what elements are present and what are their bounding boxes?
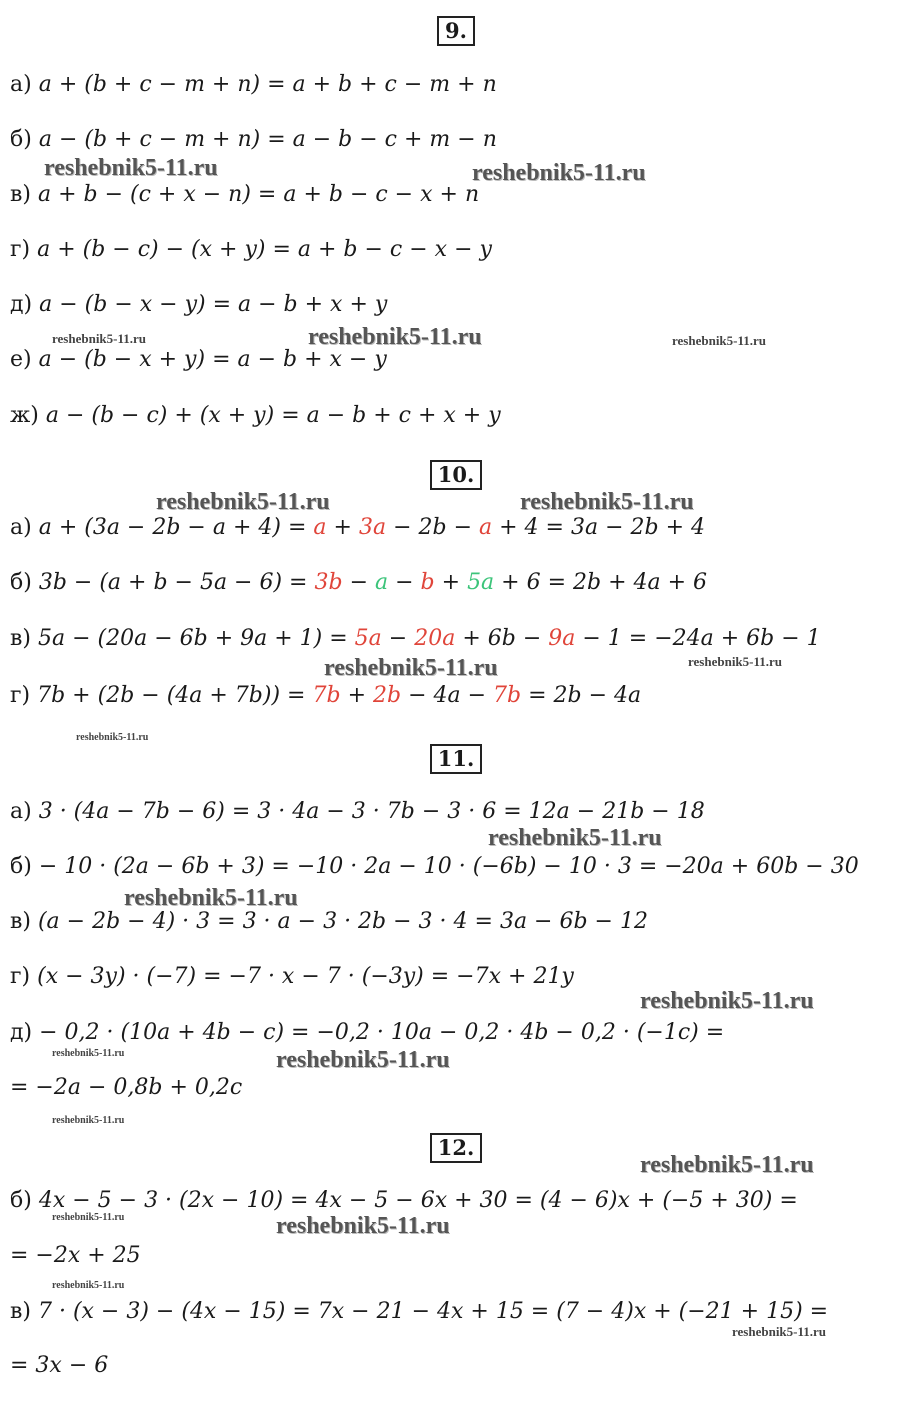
equation-line	[10, 1020, 724, 1045]
watermark: reshebnik5-11.ru	[52, 1280, 125, 1291]
equation	[39, 854, 859, 879]
highlighted-term: 7b	[493, 683, 522, 708]
item-label: в)	[10, 182, 38, 207]
item-label: е)	[10, 347, 39, 372]
item-label: а)	[10, 72, 39, 97]
highlighted-term: a	[375, 570, 389, 595]
equation-text: a + (b + c − m + n) = a + b + c − m + n	[38, 72, 497, 97]
equation-text: − 4a −	[401, 683, 494, 708]
equation-text: = −2x + 25	[10, 1243, 141, 1268]
watermark: reshebnik5-11.ru	[672, 333, 767, 348]
equation-text: a − (b − x − y) = a − b + x + y	[39, 292, 388, 317]
watermark: reshebnik5-11.ru	[488, 825, 662, 851]
equation-line	[10, 626, 821, 651]
equation-text: − 10 · (2a − 6b + 3) = −10 · 2a − 10 · (−6b) − 10 · 3 = −20a + 60b − 30	[38, 854, 859, 879]
item-label: г)	[10, 964, 38, 989]
watermark: reshebnik5-11.ru	[688, 654, 783, 669]
equation-text: 7 · (x − 3) − (4x − 15) = 7x − 21 − 4x + 15 = (7 − 4)x + (−21 + 15) =	[37, 1299, 829, 1324]
equation	[39, 1188, 798, 1213]
equation-line	[10, 182, 479, 207]
equation	[39, 72, 497, 97]
watermark: reshebnik5-11.ru	[324, 655, 498, 681]
equation-line	[10, 292, 387, 317]
equation-line	[10, 403, 501, 428]
equation	[39, 292, 387, 317]
equation	[46, 403, 501, 428]
equation-text: − 0,2 · (10a + 4b − c) = −0,2 · 10a − 0,2 · 4b − 0,2 · (−1c) =	[39, 1020, 725, 1045]
highlighted-term: 20a	[414, 626, 456, 651]
item-label: а)	[10, 515, 39, 540]
watermark: reshebnik5-11.ru	[732, 1324, 827, 1339]
equation-text: 5a − (20a − 6b + 9a + 1) =	[37, 626, 355, 651]
highlighted-term: 3a	[358, 515, 387, 540]
equation-text: −	[342, 570, 375, 595]
item-label: а)	[10, 799, 39, 824]
equation-text: 7b + (2b − (4a + 7b)) =	[37, 683, 313, 708]
equation-line	[10, 127, 497, 152]
item-label: в)	[10, 1299, 38, 1324]
equation-line	[10, 1188, 798, 1213]
watermark: reshebnik5-11.ru	[52, 1115, 125, 1126]
equation	[38, 182, 479, 207]
highlighted-term: 7b	[312, 683, 341, 708]
equation-text: −	[388, 570, 421, 595]
item-label: в)	[10, 909, 38, 934]
equation-text: a + (3a − 2b − a + 4) =	[38, 515, 314, 540]
watermark: reshebnik5-11.ru	[44, 155, 218, 181]
section-9-header: 9.	[0, 16, 912, 46]
item-label: ж)	[10, 403, 46, 428]
item-label: б)	[10, 127, 39, 152]
watermark: reshebnik5-11.ru	[76, 732, 149, 743]
item-label: г)	[10, 683, 38, 708]
item-label: б)	[10, 1188, 39, 1213]
equation-text: a − (b + c − m + n) = a − b − c + m − n	[38, 127, 497, 152]
equation-text: (a − 2b − 4) · 3 = 3 · a − 3 · 2b − 3 · 4 = 3a − 6b − 12	[37, 909, 648, 934]
equation	[38, 909, 648, 934]
equation-line	[10, 570, 707, 595]
equation-line	[10, 909, 648, 934]
equation	[10, 1243, 141, 1268]
equation-text: + 4 = 3a − 2b + 4	[492, 515, 705, 540]
watermark: reshebnik5-11.ru	[52, 1212, 125, 1223]
highlighted-term: 5a	[467, 570, 495, 595]
highlighted-term: b	[420, 570, 435, 595]
equation-text: + 6b −	[455, 626, 549, 651]
item-label: д)	[10, 1020, 40, 1045]
highlighted-term: 5a	[354, 626, 382, 651]
highlighted-term: a	[479, 515, 493, 540]
equation-text: −	[381, 626, 415, 651]
equation	[39, 515, 705, 540]
equation-line	[10, 1243, 141, 1268]
equation-line	[10, 1299, 828, 1324]
watermark: reshebnik5-11.ru	[124, 885, 298, 911]
watermark: reshebnik5-11.ru	[52, 331, 147, 346]
equation	[39, 127, 497, 152]
equation	[10, 1075, 242, 1100]
item-label: г)	[10, 237, 38, 262]
equation	[37, 964, 574, 989]
section-10-header: 10.	[0, 460, 912, 490]
equation-line	[10, 515, 705, 540]
equation-line	[10, 964, 574, 989]
equation-text: + 6 = 2b + 4a + 6	[494, 570, 708, 595]
equation-text: 3 · (4a − 7b − 6) = 3 · 4a − 3 · 7b − 3 · 6 = 12a − 21b − 18	[38, 799, 705, 824]
item-label: д)	[10, 292, 40, 317]
equation-text: +	[340, 683, 373, 708]
equation-line	[10, 683, 641, 708]
equation-line	[10, 1075, 242, 1100]
equation-text: − 1 = −24a + 6b − 1	[575, 626, 821, 651]
equation-text: a − (b − c) + (x + y) = a − b + c + x + y	[45, 403, 501, 428]
equation-text: − 2b −	[386, 515, 479, 540]
watermark: reshebnik5-11.ru	[308, 324, 482, 350]
highlighted-term: 3b	[314, 570, 343, 595]
watermark: reshebnik5-11.ru	[52, 1048, 125, 1059]
item-label: в)	[10, 626, 38, 651]
equation-line	[10, 72, 497, 97]
equation-text: = 3x − 6	[10, 1353, 109, 1378]
equation-text: +	[434, 570, 468, 595]
highlighted-term: 2b	[373, 683, 402, 708]
equation	[10, 1353, 108, 1378]
equation-text: 3b − (a + b − 5a − 6) =	[38, 570, 315, 595]
equation-line	[10, 237, 492, 262]
equation-line	[10, 1353, 108, 1378]
equation-text: a − (b − x + y) = a − b + x − y	[38, 347, 387, 372]
equation	[38, 626, 821, 651]
equation	[38, 1299, 828, 1324]
equation-text: 4x − 5 − 3 · (2x − 10) = 4x − 5 − 6x + 30 = (4 − 6)x + (−5 + 30) =	[38, 1188, 798, 1213]
equation-text: +	[326, 515, 359, 540]
section-11-header: 11.	[0, 744, 912, 774]
equation	[37, 683, 641, 708]
watermark: reshebnik5-11.ru	[640, 988, 814, 1014]
equation-line	[10, 854, 859, 879]
equation-text: a + (b − c) − (x + y) = a + b − c − x − y	[37, 237, 492, 262]
highlighted-term: 9a	[548, 626, 576, 651]
equation-text: (x − 3y) · (−7) = −7 · x − 7 · (−3y) = −7x + 21y	[37, 964, 574, 989]
equation	[37, 237, 492, 262]
watermark: reshebnik5-11.ru	[156, 489, 330, 515]
watermark: reshebnik5-11.ru	[276, 1213, 450, 1239]
equation-text: a + b − (c + x − n) = a + b − c − x + n	[37, 182, 480, 207]
equation	[39, 570, 707, 595]
watermark: reshebnik5-11.ru	[640, 1152, 814, 1178]
watermark: reshebnik5-11.ru	[520, 489, 694, 515]
highlighted-term: a	[313, 515, 327, 540]
equation	[39, 1020, 724, 1045]
equation	[39, 799, 705, 824]
equation-text: = −2a − 0,8b + 0,2c	[10, 1075, 243, 1100]
equation-line	[10, 799, 705, 824]
equation-text: = 2b − 4a	[521, 683, 642, 708]
section-12-header: 12.	[0, 1133, 912, 1163]
watermark: reshebnik5-11.ru	[276, 1047, 450, 1073]
item-label: б)	[10, 570, 39, 595]
watermark: reshebnik5-11.ru	[472, 160, 646, 186]
item-label: б)	[10, 854, 39, 879]
